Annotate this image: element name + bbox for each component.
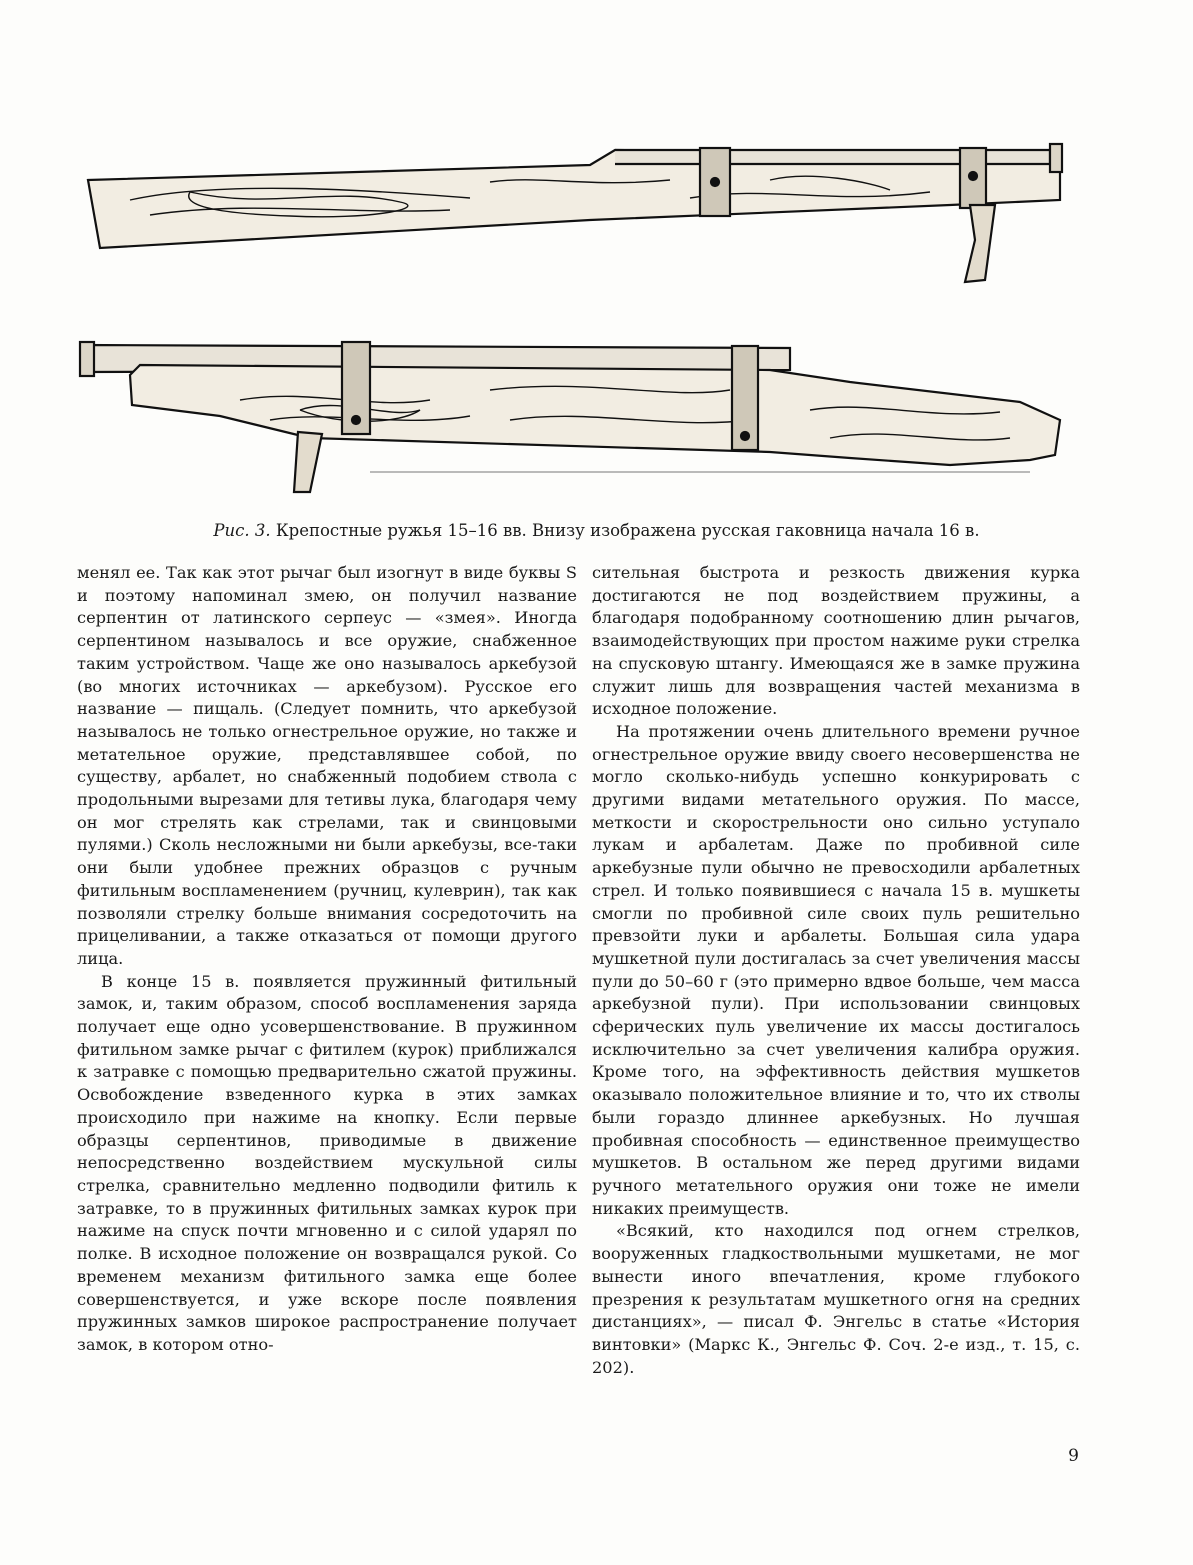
right-paragraph-1: сительная быстрота и резкость движения курка достигаются не под воздействием пружины, а благодаря подобранному соотношению длин рычагов, взаимодействующих при простом нажиме руки стрелка на спусковую штангу. Имеющаяся же в замке пружина служит лишь для возвращения частей механизма в исходное положение. [592,563,1080,719]
left-column [77,562,577,1357]
left-paragraph-1: менял ее. Так как этот рычаг был изогнут в виде буквы S и поэтому напоминал змею, он получил название серпентин от латинского серпеус — «змея». Иногда серпентином называлось и все оружие, снабженное таким устройством. Чаще же оно называлось аркебузой (во многих источниках — аркебузом). Русское его название — пищаль. (Следует помнить, что аркебузой называлось не только огнестрельное оружие, но также и метательное оружие, представлявшее собой, по существу, арбалет, но снабженный подобием ствола с продольными вырезами для тетивы лука, благодаря чему он мог стрелять как стрелами, так и свинцовыми пулями.) Сколь несложными ни были аркебузы, все-таки они были удобнее прежних образцов с ручным фитильным воспламенением (ручниц, кулеврин), так как позволяли стрелку больше внимания сосредоточить на прицеливании, а также отказаться от помощи другого лица. [77,563,577,968]
figure-label: Рис. 3. [213,521,271,540]
lower-gun-drawing [80,342,1060,492]
figure-caption-text: Крепостные ружья 15–16 вв. Внизу изображена русская гаковница начала 16 в. [275,521,980,540]
right-paragraph-2: На протяжении очень длительного времени ручное огнестрельное оружие ввиду своего несовершенства не могло сколько-нибудь успешно конкурировать с другими видами метательного оружия. По массе, меткости и скорострельности оно сильно уступало лукам и арбалетам. Даже по пробивной силе аркебузные пули обычно не превосходили арбалетных стрел. И только появившиеся с начала 15 в. мушкеты смогли по пробивной силе своих пуль решительно превзойти луки и арбалеты. Большая сила удара мушкетной пули достигалась за счет увеличения массы пули до 50–60 г (это примерно вдвое больше, чем масса аркебузной пули). При использовании свинцовых сферических пуль увеличение их массы достигалось исключительно за счет увеличения калибра оружия. Кроме того, на эффективность действия мушкетов оказывало положительное влияние и то, что их стволы были гораздо длиннее аркебузных. Но лучшая пробивная способность — единственное преимущество мушкетов. В остальном же перед другими видами ручного метательного оружия они тоже не имели никаких преимуществ. [592,721,1080,1218]
left-paragraph-2: В конце 15 в. появляется пружинный фитильный замок, и, таким образом, способ воспламенения заряда получает еще одно усовершенствование. В пружинном фитильном замке рычаг с фитилем (курок) приближался к затравке с помощью предварительно сжатой пружины. Освобождение взведенного курка в этих замках происходило при нажиме на кнопку. Если первые образцы серпентинов, приводимые в движение непосредственно воздействием мускульной силы стрелка, сравнительно медленно подводили фитиль к затравке, то в пружинных фитильных замках курок при нажиме на спуск почти мгновенно и с силой ударял по полке. В исходное положение он возвращался рукой. Со временем механизм фитильного замка еще более совершенствуется, и уже вскоре после появления пружинных замков широкое распространение получает замок, в котором отно- [77,971,577,1354]
page-number: 9 [1068,1446,1079,1466]
upper-gun-drawing [88,144,1062,282]
right-paragraph-3: «Всякий, кто находился под огнем стрелков, вооруженных гладкоствольными мушкетами, не мог вынести иного впечатления, кроме глубокого презрения к результатам мушкетного огня на средних дистанциях», — писал Ф. Энгельс в статье «История винтовки» (Маркс К., Энгельс Ф. Соч. 2-е изд., т. 15, с. 202). [592,1221,1080,1377]
figure-caption [0,520,1193,542]
figure-illustration [70,120,1080,510]
right-column [592,562,1080,1379]
fortress-guns-drawing [70,120,1080,510]
